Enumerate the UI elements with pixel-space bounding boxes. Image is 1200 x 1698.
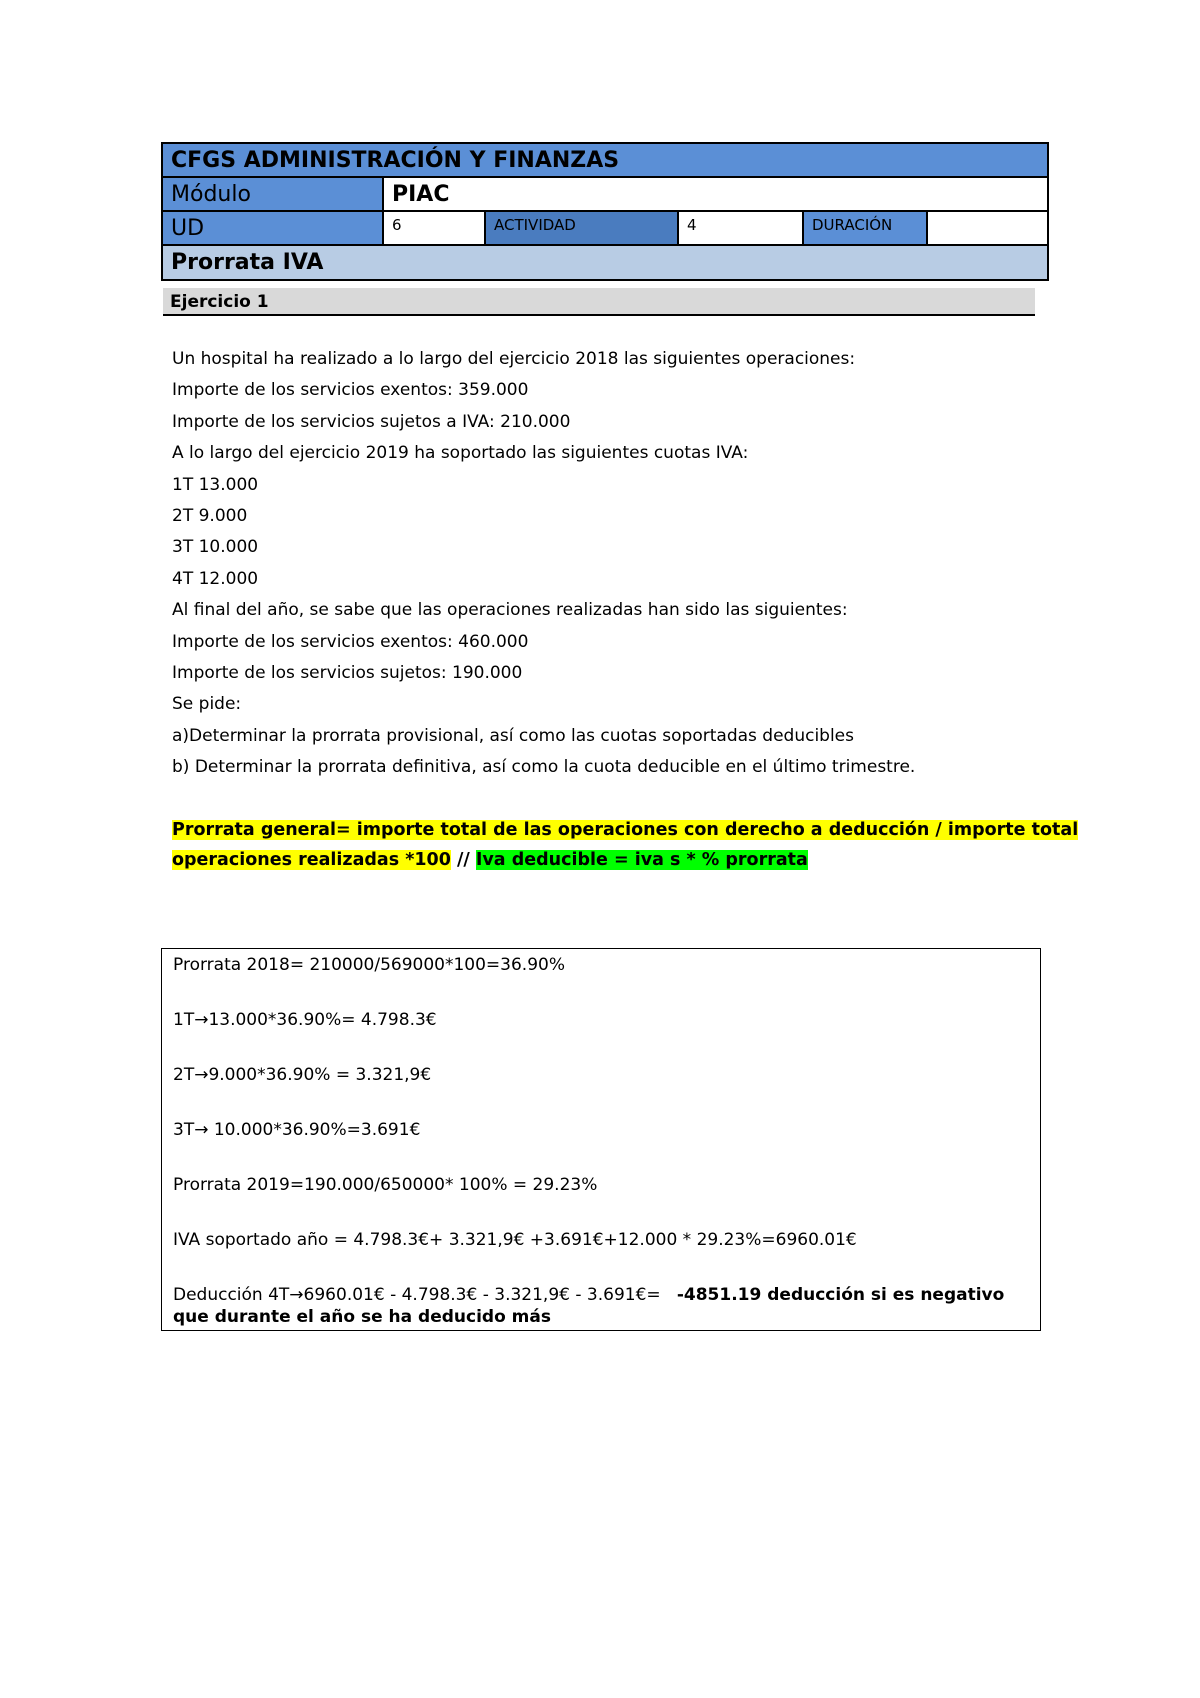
- solution-line-deduction: [173, 1285, 1004, 1305]
- solution-line: 1T→13.000*36.90%= 4.798.3€: [173, 1010, 437, 1030]
- statement-line: 3T 10.000: [172, 537, 259, 558]
- deduction-result: -4851.19 deducción si es negativo: [676, 1285, 1005, 1305]
- ud-label: UD: [163, 212, 384, 244]
- header-table: [161, 142, 1049, 281]
- solution-box: [161, 948, 1041, 1331]
- formula-line-2c: Iva deducible = iva s * % prorrata: [475, 850, 808, 870]
- statement-line: Importe de los servicios sujetos: 190.000: [172, 662, 523, 683]
- statement-line: 2T 9.000: [172, 505, 248, 526]
- solution-line: Prorrata 2019=190.000/650000* 100% = 29.23%: [173, 1175, 598, 1195]
- modulo-row: [163, 178, 1047, 212]
- statement-line: a)Determinar la prorrata provisional, así como las cuotas soportadas deducibles: [172, 725, 855, 746]
- statement-line: A lo largo del ejercicio 2019 ha soportado las siguientes cuotas IVA:: [172, 443, 749, 464]
- deduction-formula: Deducción 4T→6960.01€ - 4.798.3€ - 3.321,9€ - 3.691€=: [173, 1285, 677, 1305]
- actividad-value: 4: [679, 212, 804, 244]
- statement-line: 1T 13.000: [172, 474, 259, 495]
- statement-line: 4T 12.000: [172, 568, 259, 589]
- statement-line: Importe de los servicios exentos: 460.000: [172, 631, 529, 652]
- header-title-row: [163, 144, 1047, 178]
- solution-line: IVA soportado año = 4.798.3€+ 3.321,9€ +3.691€+12.000 * 29.23%=6960.01€: [173, 1230, 857, 1250]
- formula-block: [172, 815, 1078, 875]
- actividad-label: ACTIVIDAD: [486, 212, 679, 244]
- solution-line: 2T→9.000*36.90% = 3.321,9€: [173, 1065, 432, 1085]
- header-title: CFGS ADMINISTRACIÓN Y FINANZAS: [171, 147, 620, 173]
- duracion-value: [928, 212, 1047, 244]
- statement-line: Se pide:: [172, 694, 242, 715]
- exercise-title: Ejercicio 1: [163, 288, 1035, 316]
- statement-line: Al final del año, se sabe que las operaciones realizadas han sido las siguientes:: [172, 600, 848, 621]
- solution-line: Prorrata 2018= 210000/569000*100=36.90%: [173, 955, 565, 975]
- topic-row: [163, 246, 1047, 279]
- topic-title: Prorrata IVA: [171, 250, 324, 275]
- ud-row: [163, 212, 1047, 246]
- statement-line: Importe de los servicios sujetos a IVA: 210.000: [172, 411, 571, 432]
- statement-line: Un hospital ha realizado a lo largo del ejercicio 2018 las siguientes operaciones:: [172, 349, 856, 369]
- formula-line-2a: operaciones realizadas *100: [172, 850, 451, 870]
- modulo-value: PIAC: [384, 178, 1047, 210]
- ud-value: 6: [384, 212, 486, 244]
- formula-separator: //: [450, 850, 476, 870]
- statement-line: Importe de los servicios exentos: 359.000: [172, 380, 529, 401]
- solution-line-note: que durante el año se ha deducido más: [173, 1307, 551, 1327]
- modulo-label: Módulo: [163, 178, 384, 210]
- solution-line: 3T→ 10.000*36.90%=3.691€: [173, 1120, 421, 1140]
- statement-line: b) Determinar la prorrata definitiva, así como la cuota deducible en el último trimestre.: [172, 757, 916, 778]
- exercise-statement: [172, 344, 1052, 783]
- duracion-label: DURACIÓN: [804, 212, 928, 244]
- formula-line-1: Prorrata general= importe total de las operaciones con derecho a deducción / importe total: [172, 820, 1079, 840]
